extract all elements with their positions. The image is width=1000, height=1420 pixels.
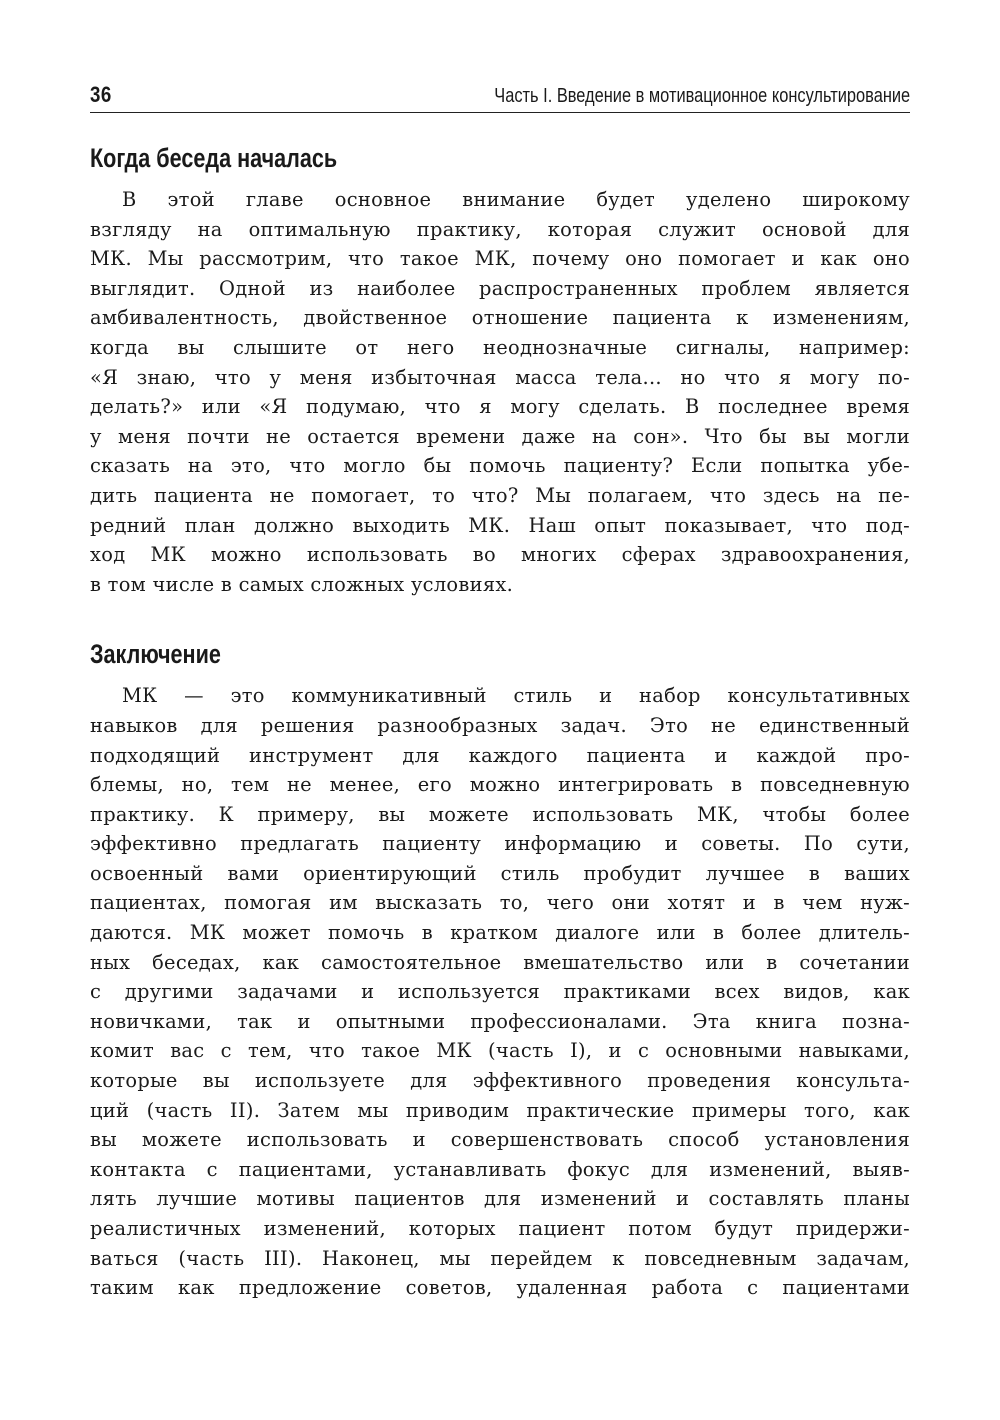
text-line: лять лучшие мотивы пациентов для изменений и составлять планы [90,1187,910,1211]
running-header [90,78,910,113]
running-header-title: Часть I. Введение в мотивационное консультирование [494,85,910,107]
text-line: ваться (часть III). Наконец, мы перейдем к повседневным задачам, [90,1246,910,1270]
text-line: В этой главе основное внимание будет уделено широкому [122,188,910,211]
text-line: сказать на это, что могло бы помочь пациенту? Если попытка убе- [90,454,910,478]
text-line: взгляду на оптимальную практику, которая служит основой для [90,217,910,241]
text-line: в том числе в самых сложных условиях. [90,572,514,596]
text-line: подходящий инструмент для каждого пациента и каждой про- [90,743,910,767]
text-line: навыков для решения разнообразных задач. Это не единственный [90,713,910,737]
text-line: амбивалентность, двойственное отношение пациента к изменениям, [90,306,910,330]
text-line: у меня почти не остается времени даже на сон». Что бы вы могли [90,424,910,448]
text-line: ций (часть II). Затем мы приводим практические примеры того, как [90,1098,910,1122]
text-line: вы можете использовать и совершенствовать способ установления [90,1128,910,1152]
text-line: даются. МК может помочь в кратком диалоге или в более длитель- [90,921,910,945]
text-line: контакта с пациентами, устанавливать фокус для изменений, выяв- [90,1157,910,1181]
text-line: освоенный вами ориентирующий стиль пробудит лучшее в ваших [90,861,910,885]
text-line: когда вы слышите от него неоднозначные сигналы, например: [90,335,910,359]
text-line: ход МК можно использовать во многих сферах здравоохранения, [90,543,910,567]
section-paragraph [90,185,910,599]
section-paragraph [90,681,910,1302]
text-line: практику. К примеру, вы можете использовать МК, чтобы более [90,802,910,826]
page-number: 36 [90,82,112,107]
text-line: ных беседах, как самостоятельное вмешательство или в сочетании [90,950,910,974]
text-line: МК. Мы рассмотрим, что такое МК, почему оно помогает и как оно [90,247,910,271]
text-line: которые вы используете для эффективного проведения консульта- [90,1069,910,1093]
section-heading: Когда беседа началась [90,143,338,173]
text-line: дить пациента не помогает, то что? Мы полагаем, что здесь на пе- [90,483,910,507]
text-line: эффективно предлагать пациенту информацию и советы. По сути, [90,832,910,856]
text-line: новичками, так и опытными профессионалами. Эта книга позна- [90,1009,910,1033]
text-line: делать?» или «Я подумаю, что я могу сделать. В последнее время [90,395,910,419]
text-line: таким как предложение советов, удаленная работа с пациентами [90,1276,910,1300]
text-line: МК — это коммуникативный стиль и набор консультативных [122,684,910,708]
text-line: «Я знаю, что у меня избыточная масса тела... но что я могу по- [90,365,910,389]
text-line: выглядит. Одной из наиболее распространенных проблем является [90,276,910,300]
text-line: пациентах, помогая им высказать то, чего они хотят и в чем нуж- [90,891,910,915]
text-line: с другими задачами и используется практиками всех видов, как [90,980,910,1004]
section-heading: Заключение [90,639,221,670]
text-line: комит вас с тем, что такое МК (часть I), и с основными навыками, [90,1039,910,1063]
text-line: редний план должно выходить МК. Наш опыт показывает, что под- [90,513,910,537]
book-page [90,78,910,1303]
text-line: реалистичных изменений, которых пациент потом будут придержи- [90,1217,910,1240]
text-line: блемы, но, тем не менее, его можно интегрировать в повседневную [90,773,910,797]
